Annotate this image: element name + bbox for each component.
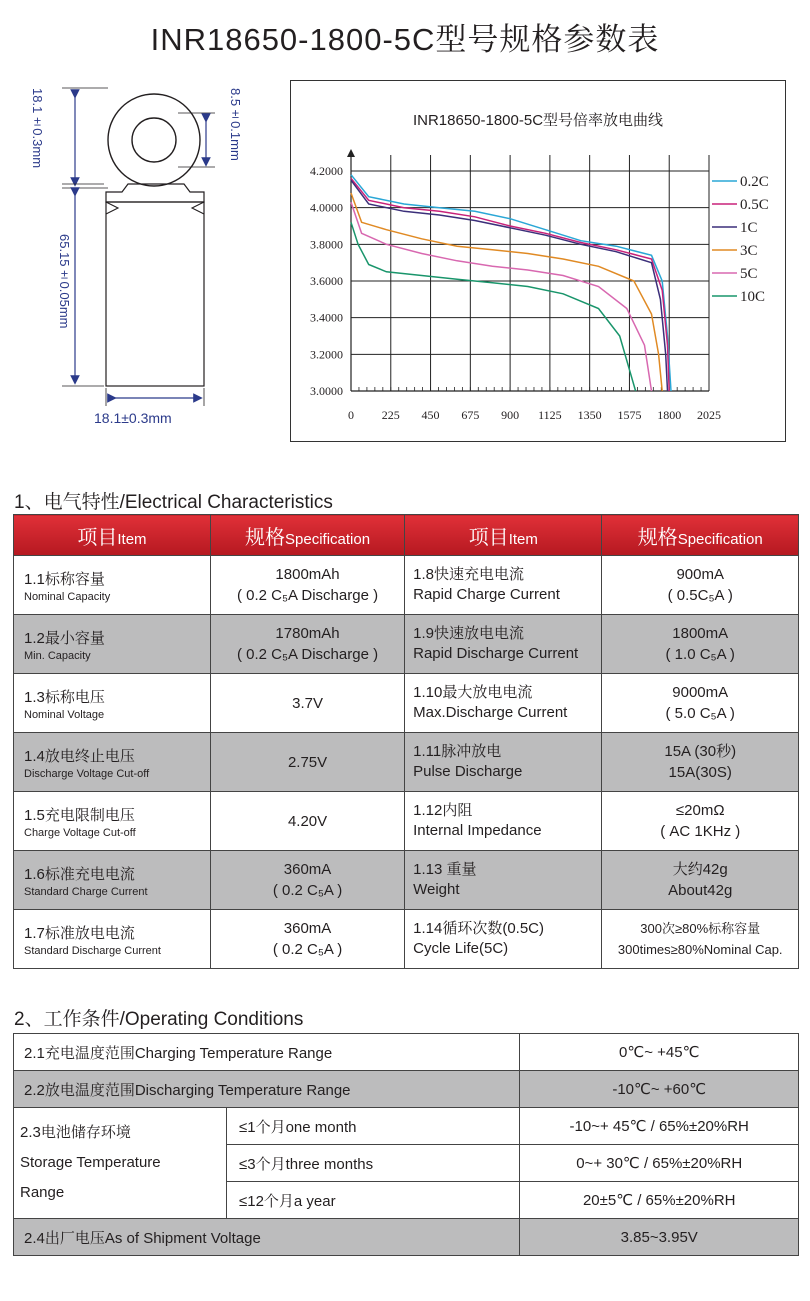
shipment-voltage-label: 2.4出厂电压As of Shipment Voltage: [14, 1219, 520, 1256]
series-line-10C: [351, 222, 636, 391]
y-tick-label: 3.8000: [310, 237, 343, 252]
discharge-chart: [291, 81, 785, 441]
y-tick-label: 4.2000: [310, 164, 343, 178]
table-row: [14, 792, 799, 851]
table-row: [14, 910, 799, 969]
x-tick-label: 2025: [697, 408, 721, 422]
cell-side-body: [106, 202, 204, 386]
y-tick-label: 3.6000: [310, 274, 343, 288]
storage-period-1: ≤1个月one month: [227, 1108, 520, 1145]
dim-inner-label: 8.5±0.1mm: [228, 88, 243, 161]
page-title: INR18650-1800-5C型号规格参数表: [150, 22, 660, 57]
legend-label: 1C: [740, 220, 758, 236]
dim-width-label: 18.1±0.3mm: [94, 410, 172, 426]
storage-value-2: 0~+ 30℃ / 65%±20%RH: [520, 1145, 799, 1182]
spec-label: 1.11脉冲放电 Pulse Discharge: [405, 733, 602, 792]
section2-heading: 2、工作条件/Operating Conditions: [14, 1009, 304, 1030]
spec-value: 15A (30秒) 15A(30S): [602, 733, 799, 792]
table-row: [14, 733, 799, 792]
storage-label: 2.3电池储存环境 Storage Temperature Range: [14, 1108, 227, 1219]
series-line-3C: [351, 193, 662, 391]
spec-label: 1.9快速放电电流 Rapid Discharge Current: [405, 615, 602, 674]
storage-value-3: 20±5℃ / 65%±20%RH: [520, 1182, 799, 1219]
x-tick-label: 1800: [657, 408, 682, 422]
legend-label: 0.5C: [740, 197, 769, 213]
legend-label: 3C: [740, 243, 758, 259]
series-line-5C: [351, 202, 652, 391]
spec-value: 9000mA ( 5.0 C₅A ): [602, 674, 799, 733]
header-item-2: 项目Item: [405, 515, 602, 556]
legend-label: 0.2C: [740, 174, 769, 190]
spec-value: 1800mA ( 1.0 C₅A ): [602, 615, 799, 674]
spec-label: 1.1标称容量 Nominal Capacity: [14, 556, 211, 615]
electrical-table: [13, 514, 799, 969]
spec-value: 4.20V: [210, 792, 404, 851]
x-tick-label: 675: [461, 408, 480, 422]
spec-value: 2.75V: [210, 733, 404, 792]
spec-value: ≤20mΩ ( AC 1KHz ): [602, 792, 799, 851]
x-tick-label: 450: [421, 408, 440, 422]
spec-value: 大约42g About42g: [602, 851, 799, 910]
spec-label: 1.4放电终止电压 Discharge Voltage Cut-off: [14, 733, 211, 792]
table-row: [14, 1219, 799, 1256]
spec-label: 1.7标准放电电流 Standard Discharge Current: [14, 910, 211, 969]
chart-title: INR18650-1800-5C型号倍率放电曲线: [412, 112, 664, 129]
storage-value-1: -10~+ 45℃ / 65%±20%RH: [520, 1108, 799, 1145]
cell-top-outer-ring: [108, 94, 200, 186]
charge-temp-value: 0℃~ +45℃: [520, 1034, 799, 1071]
section1-heading: 1、电气特性/Electrical Characteristics: [14, 492, 333, 513]
spec-value: 1780mAh ( 0.2 C₅A Discharge ): [210, 615, 404, 674]
header-spec: 规格Specification: [210, 515, 404, 556]
discharge-temp-value: -10℃~ +60℃: [520, 1071, 799, 1108]
y-tick-label: 3.4000: [310, 310, 343, 325]
spec-label: 1.10最大放电电流 Max.Discharge Current: [405, 674, 602, 733]
cell-top-inner-ring: [132, 118, 176, 162]
cell-side-cap: [106, 184, 204, 202]
x-tick-label: 1350: [577, 408, 602, 422]
charge-temp-label: 2.1充电温度范围Charging Temperature Range: [14, 1034, 520, 1071]
table-row: [14, 674, 799, 733]
legend-label: 5C: [740, 266, 758, 282]
spec-label: 1.2最小容量 Min. Capacity: [14, 615, 211, 674]
table-row: [14, 615, 799, 674]
table-row: [14, 851, 799, 910]
spec-label: 1.13 重量 Weight: [405, 851, 602, 910]
y-axis-arrow: [347, 149, 355, 157]
discharge-temp-label: 2.2放电温度范围Discharging Temperature Range: [14, 1071, 520, 1108]
spec-label: 1.14循环次数(0.5C) Cycle Life(5C): [405, 910, 602, 969]
x-tick-label: 1575: [617, 408, 642, 422]
shipment-voltage-value: 3.85~3.95V: [520, 1219, 799, 1256]
spec-value: 3.7V: [210, 674, 404, 733]
x-tick-label: 0: [348, 408, 354, 422]
spec-value: 360mA ( 0.2 C₅A ): [210, 851, 404, 910]
spec-value: 900mA ( 0.5C₅A ): [602, 556, 799, 615]
spec-value: 1800mAh ( 0.2 C₅A Discharge ): [210, 556, 404, 615]
table-row: [14, 556, 799, 615]
y-tick-label: 4.0000: [310, 200, 343, 215]
dim-body-height-label: 65.15±0.05mm: [57, 234, 72, 329]
spec-label: 1.12内阻 Internal Impedance: [405, 792, 602, 851]
spec-value: 360mA ( 0.2 C₅A ): [210, 910, 404, 969]
header-spec-2: 规格Specification: [602, 515, 799, 556]
y-tick-label: 3.0000: [310, 384, 343, 398]
discharge-chart-box: [290, 80, 786, 442]
x-tick-label: 225: [381, 408, 400, 422]
storage-period-2: ≤3个月three months: [227, 1145, 520, 1182]
legend-label: 10C: [740, 289, 766, 305]
x-tick-label: 900: [501, 408, 520, 422]
table-row: [14, 1034, 799, 1071]
spec-label: 1.6标准充电电流 Standard Charge Current: [14, 851, 211, 910]
x-tick-label: 1125: [538, 408, 562, 422]
y-tick-label: 3.2000: [310, 347, 343, 362]
storage-period-3: ≤12个月a year: [227, 1182, 520, 1219]
spec-value: 300次≥80%标称容量 300times≥80%Nominal Cap.: [602, 910, 799, 969]
table-row: [14, 1108, 799, 1145]
operating-table: [13, 1033, 799, 1256]
table-header-row: [14, 515, 799, 556]
spec-label: 1.5充电限制电压 Charge Voltage Cut-off: [14, 792, 211, 851]
spec-label: 1.8快速充电电流 Rapid Charge Current: [405, 556, 602, 615]
series-line-1C: [351, 180, 668, 391]
header-item: 项目Item: [14, 515, 211, 556]
dim-top-height-label: 18.1±0.3mm: [30, 88, 45, 169]
spec-label: 1.3标称电压 Nominal Voltage: [14, 674, 211, 733]
table-row: [14, 1071, 799, 1108]
